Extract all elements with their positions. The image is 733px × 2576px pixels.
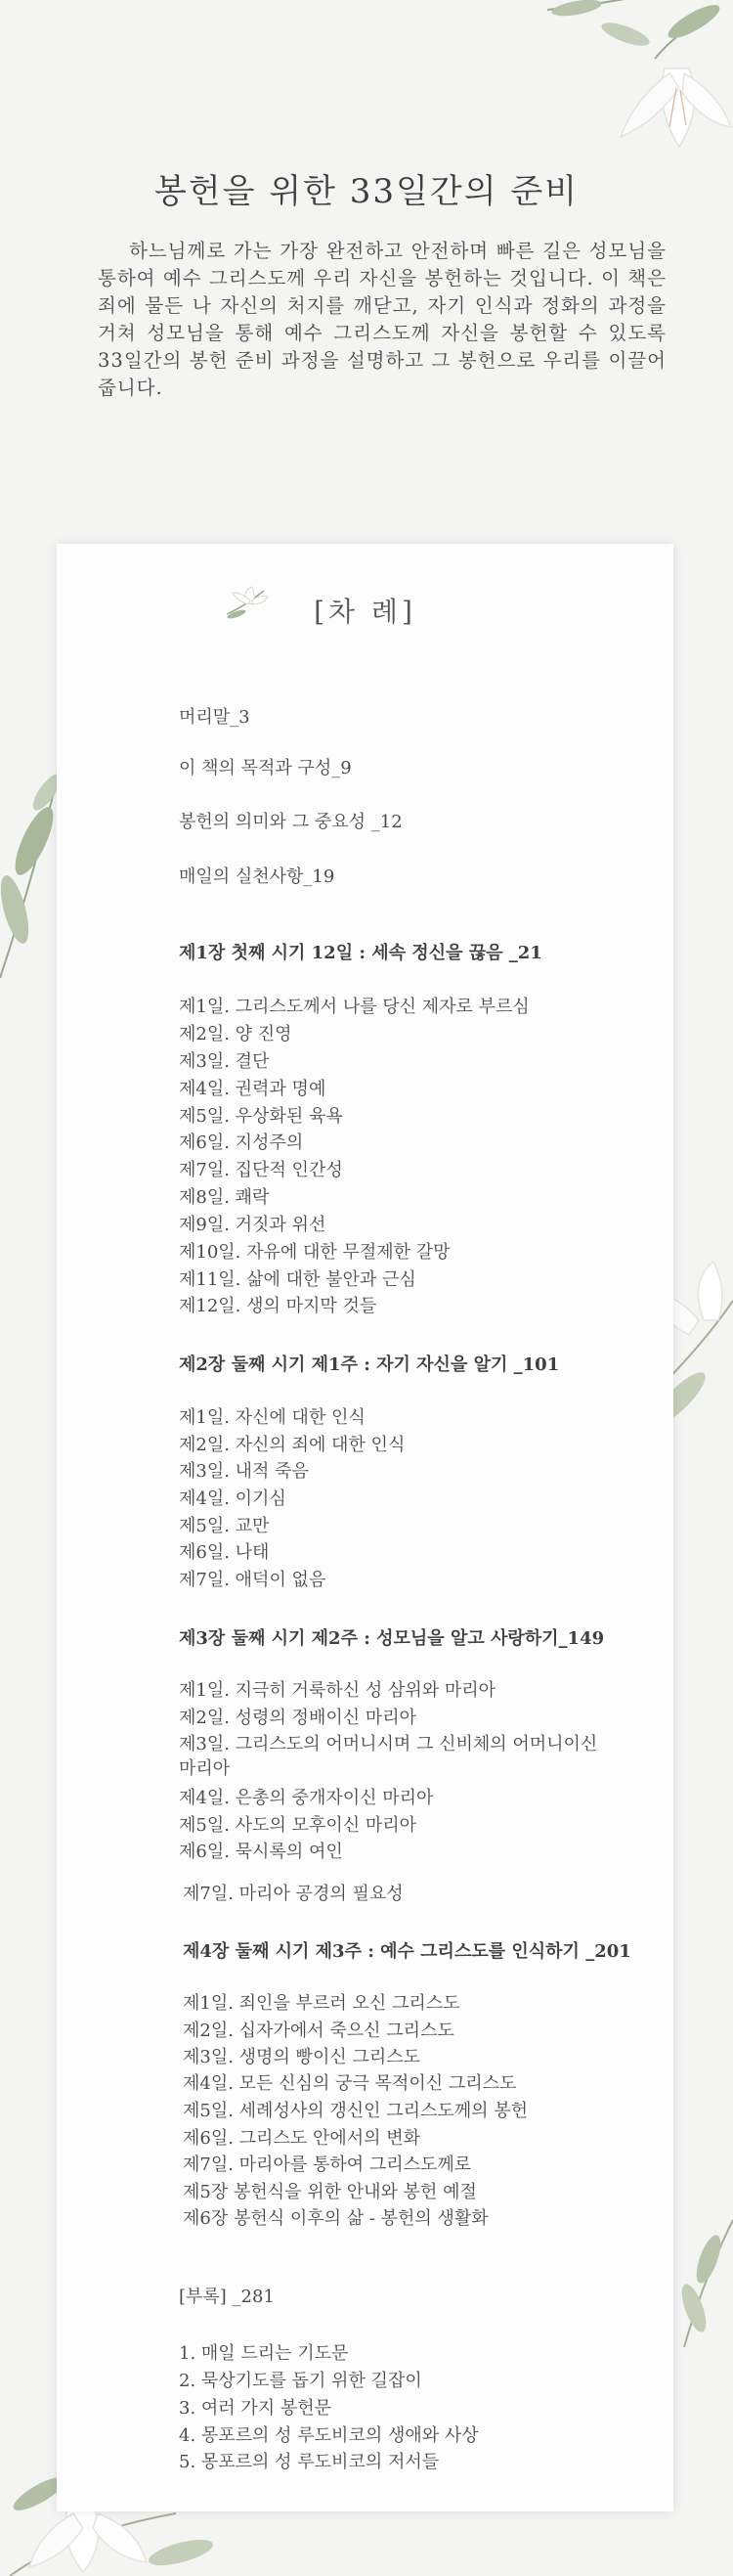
- toc-entry: 제5일. 세례성사의 갱신인 그리스도께의 봉헌: [183, 2101, 529, 2121]
- toc-entry: 제6일. 묵시록의 여인: [179, 1842, 343, 1862]
- toc-entry: 제2일. 성령의 정배이신 마리아: [179, 1708, 416, 1728]
- toc-entry: 제1일. 그리스도께서 나를 당신 제자로 부르심: [179, 997, 530, 1017]
- toc-entry: 제2일. 자신의 죄에 대한 인식: [179, 1435, 406, 1455]
- toc-entry: 1. 매일 드리는 기도문: [179, 2343, 349, 2364]
- toc-entry: 제5일. 사도의 모후이신 마리아: [179, 1815, 416, 1836]
- toc-entry: 제5일. 교만: [179, 1516, 270, 1536]
- toc-entry: 마리아: [179, 1758, 231, 1779]
- intro-paragraph: 하느님께로 가는 가장 완전하고 안전하며 빠른 길은 성모님을 통하여 예수 그리스도께 우리 자신을 봉헌하는 것입니다. 이 책은 죄에 물든 나 자신의 처지를 깨닫고, 자기 인식과 정화의 과정을 거쳐 성모님을 통해 예수 그리스도께 자신을 봉헌할 수 있도록 33일간의 봉헌 준비 과정을 설명하고 그 봉헌으로 우리를 이끌어 줍니다.: [98, 240, 667, 399]
- toc-entry: 제4일. 은총의 중개자이신 마리아: [179, 1788, 434, 1808]
- toc-chapter-heading: 제2장 둘째 시기 제1주 : 자기 자신을 알기 _101: [179, 1355, 560, 1375]
- toc-entry: 4. 몽포르의 성 루도비코의 생애와 사상: [179, 2425, 479, 2446]
- toc-entry: 제7일. 애덕이 없음: [179, 1570, 326, 1590]
- toc-entry: 제8일. 쾌락: [179, 1187, 270, 1208]
- toc-entry: 제2일. 양 진영: [179, 1024, 292, 1044]
- toc-entry: 봉헌의 의미와 그 중요성 _12: [179, 812, 403, 832]
- toc-entry: 제4일. 모든 신심의 궁극 목적이신 그리스도: [183, 2073, 517, 2094]
- toc-entry: 머리말_3: [179, 707, 250, 728]
- toc-entry: 3. 여러 가지 봉헌문: [179, 2398, 332, 2419]
- toc-chapter-heading: 제3장 둘째 시기 제2주 : 성모님을 알고 사랑하기_149: [179, 1628, 605, 1649]
- toc-entry: 제12일. 생의 마지막 것들: [179, 1296, 377, 1316]
- toc-entry: 제9일. 거짓과 위선: [179, 1215, 326, 1235]
- page-title: 봉헌을 위한 33일간의 준비: [153, 172, 580, 211]
- toc-entry: [부록] _281: [179, 2287, 275, 2307]
- toc-entry: 제4일. 이기심: [179, 1488, 286, 1509]
- toc-entry: 제4일. 권력과 명예: [179, 1079, 326, 1099]
- toc-entry: 제6일. 그리스도 안에서의 변화: [183, 2128, 420, 2149]
- toc-entry: 제6일. 지성주의: [179, 1133, 304, 1153]
- toc-entry: 5. 몽포르의 성 루도비코의 저서들: [179, 2452, 440, 2472]
- toc-entry: 제1일. 지극히 거룩하신 성 삼위와 마리아: [179, 1680, 496, 1701]
- toc-entry: 제7일. 마리아 공경의 필요성: [183, 1884, 404, 1904]
- toc-entry: 제3일. 그리스도의 어머니시며 그 신비체의 어머니이신: [179, 1734, 598, 1754]
- toc-entry: 제7일. 마리아를 통하여 그리스도께로: [183, 2154, 472, 2175]
- toc-entry: 제5일. 우상화된 육욕: [179, 1106, 343, 1127]
- toc-entry: 제6일. 나태: [179, 1542, 270, 1563]
- bottom-right-leaves-illustration: [665, 2210, 733, 2357]
- toc-entry: 제3일. 생명의 빵이신 그리스도: [183, 2047, 420, 2067]
- toc-chapter-heading: 제4장 둘째 시기 제3주 : 예수 그리스도를 인식하기 _201: [183, 1941, 631, 1962]
- toc-entry: 제3일. 내적 죽음: [179, 1461, 309, 1482]
- toc-entry: 제7일. 집단적 인간성: [179, 1160, 343, 1180]
- toc-entry: 제3일. 결단: [179, 1051, 270, 1072]
- toc-entry: 매일의 실천사항_19: [179, 866, 335, 887]
- toc-entry: 제2일. 십자가에서 죽으신 그리스도: [183, 2021, 454, 2041]
- toc-entry: 제5장 봉헌식을 위한 안내와 봉헌 예절: [183, 2182, 477, 2202]
- toc-entry: 이 책의 목적과 구성_9: [179, 758, 352, 778]
- toc-entry: 2. 묵상기도를 돕기 위한 길잡이: [179, 2371, 422, 2391]
- toc-heading: [차 례]: [314, 596, 416, 628]
- table-of-contents-card: [57, 544, 673, 2511]
- toc-entry: 제1일. 자신에 대한 인식: [179, 1407, 366, 1428]
- toc-chapter-heading: 제1장 첫째 시기 12일 : 세속 정신을 끊음 _21: [179, 943, 542, 963]
- toc-entry: 제11일. 삶에 대한 불안과 근심: [179, 1269, 416, 1290]
- toc-entry: 제1일. 죄인을 부르러 오신 그리스도: [183, 1993, 460, 2014]
- top-right-lily-illustration: [508, 0, 733, 161]
- toc-header: [57, 585, 673, 634]
- toc-entry: 제6장 봉헌식 이후의 삶 - 봉헌의 생활화: [183, 2208, 489, 2229]
- toc-entry: 제10일. 자유에 대한 무절제한 갈망: [179, 1242, 451, 1263]
